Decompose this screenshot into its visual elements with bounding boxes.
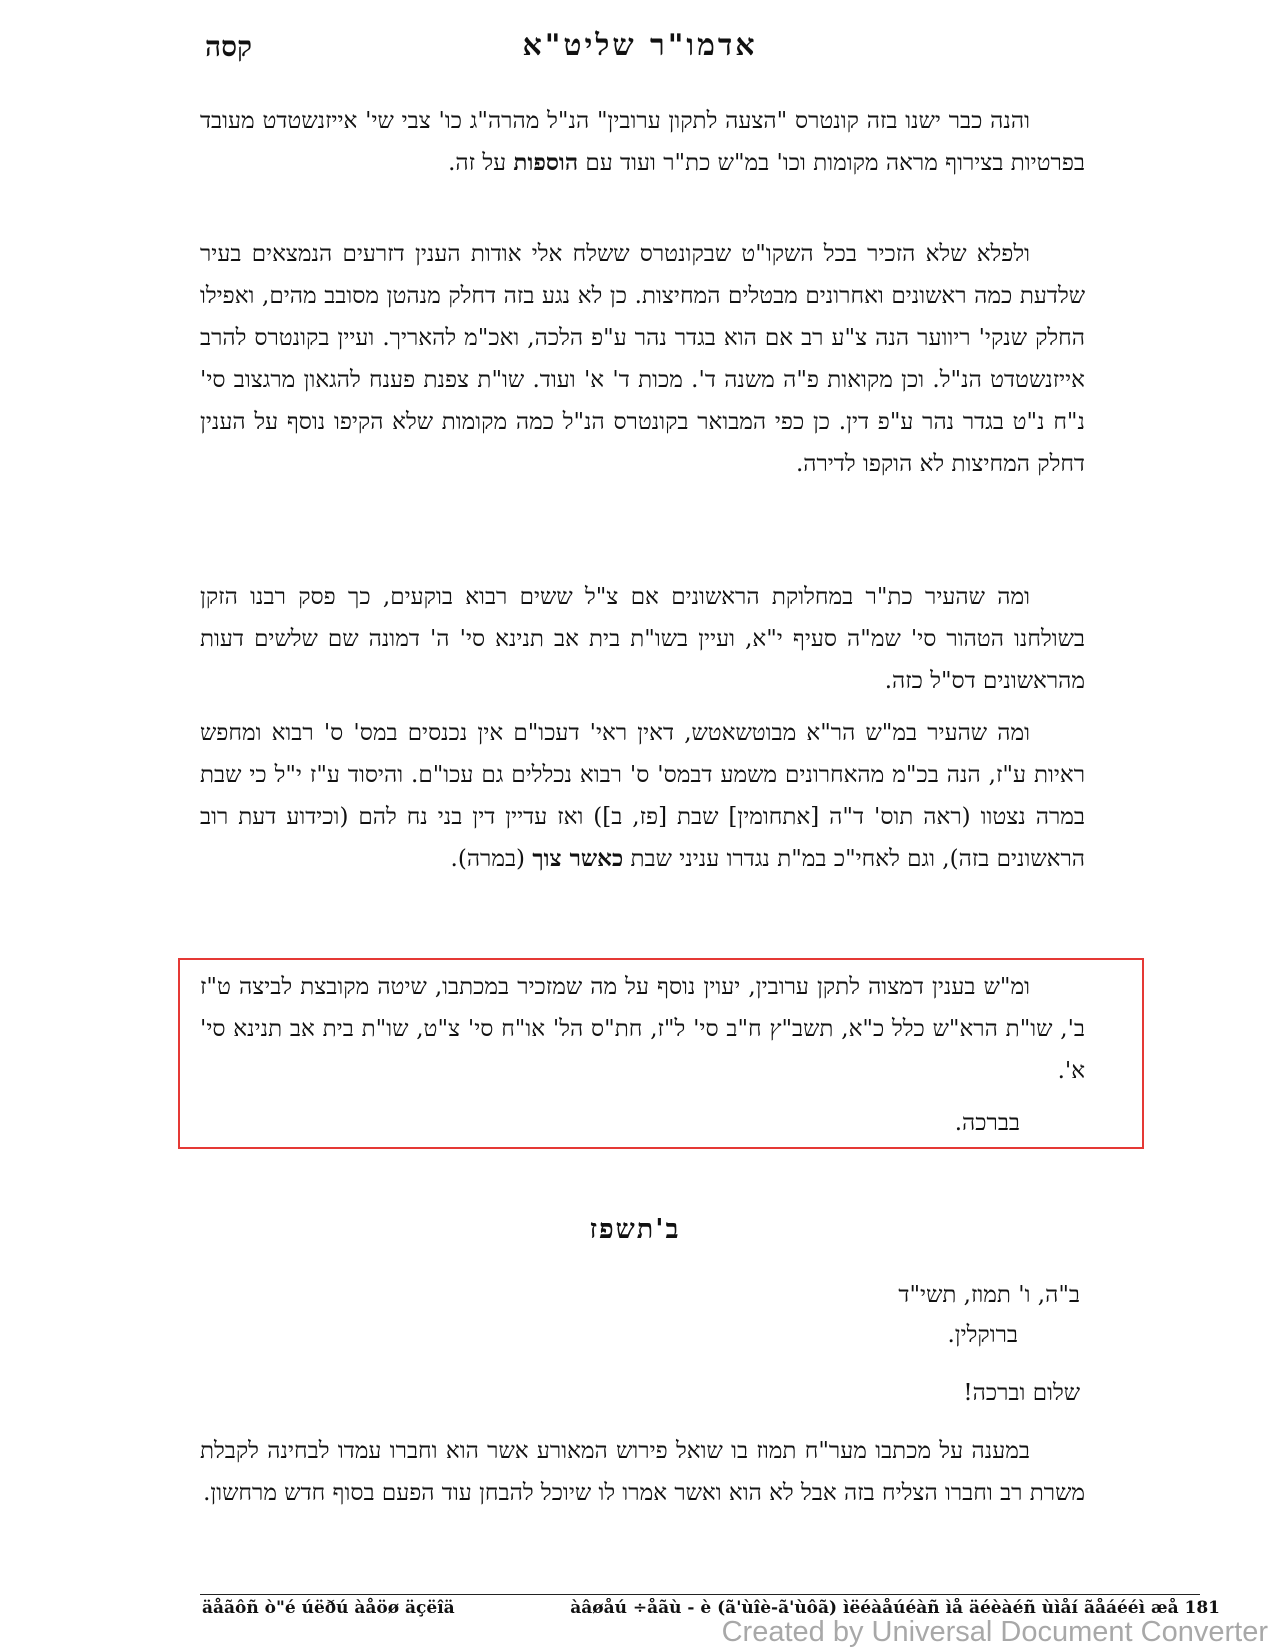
bold-as-commanded: כאשר צוך — [532, 845, 624, 872]
paragraph-4 — [200, 712, 1085, 880]
letter-number-title: ב'תשפז — [589, 1214, 681, 1245]
paragraph-1-tail: על זה. — [448, 150, 507, 176]
paragraph-3: ומה שהעיר כת"ר במחלוקת הראשונים אם צ"ל ששים רבוא בוקעים, כך פסק רבנו הזקן בשולחנו הטהור סי' שמ"ה סעיף י"א, ועיין בשו"ת בית אב תנינא סי' ה' דמונה שם שלשים דעות מהראשונים דס"ל כזה. — [200, 584, 1085, 694]
footer-rule — [200, 1594, 1200, 1595]
letter-place: ברוקלין. — [947, 1322, 1018, 1348]
letter-greeting: שלום וברכה! — [963, 1380, 1080, 1406]
paragraph-4-tail: (במרה). — [450, 846, 526, 872]
watermark-text: Created by Universal Document Converter — [721, 1616, 1268, 1648]
paragraph-2: ולפלא שלא הזכיר בכל השקו"ט שבקונטרס ששלח אלי אודות הענין דזרעים הנמצאים בעיר שלדעת כמה ראשונים ואחרונים מבטלים המחיצות. כן לא נגע בזה דחלק מנהטן מסובב מהים, ואפילו החלק שנקי' ריווער הנה צ"ע רב אם הוא בגדר נהר ע"פ הלכה, ואכ"מ להאריך. ועיין בקונטרס להרב אייזנשטדט הנ"ל. וכן מקואות פ"ה משנה ד'. מכות ד' א' ועוד. שו"ת צפנת פענח להגאון מרגצוב סי' נ"ח נ"ט בגדר נהר ע"פ דין. כן כפי המבואר בקונטרס הנ"ל כמה מקומות שלא הקיפו נוסף על הענין דחלק המחיצות לא הוקפו לדירה. — [200, 241, 1085, 477]
letter-date: ב"ה, ו' תמוז, תשי"ד — [898, 1282, 1080, 1308]
blessing-signoff: בברכה. — [954, 1110, 1020, 1136]
paragraph-1-text: והנה כבר ישנו בזה קונטרס "הצעה לתקון ערובין" הנ"ל מהרה"ג כו' צבי שי' אייזנשטדט מעובד בפרטיות בצירוף מראה מקומות וכו' במ"ש כת"ר ועוד עם — [200, 108, 1085, 176]
paragraph-5: ומ"ש בענין דמצוה לתקן ערובין, יעוין נוסף על מה שמזכיר במכתבו, שיטה מקובצת לביצה ט"ז ב', שו"ת הרא"ש כלל כ"א, תשב"ץ ח"ב סי' ל"ז, חת"ס הל' או"ח סי' צ"ט, שו"ת בית אב תנינא סי' א'. — [200, 974, 1085, 1084]
letter-body: במענה על מכתבו מער"ח תמוז בו שואל פירוש המאורע אשר הוא וחברו עמדו לבחינה לקבלת משרת רב וחברו הצליח בזה אבל לא הוא ואשר אמרו לו שיוכל להבחן עוד הפעם בסוף חדש מרחשון. — [200, 1438, 1085, 1506]
paragraph-1 — [200, 100, 1085, 184]
page-number: קסה — [205, 30, 253, 63]
footer-publisher: äåãôñ ò"é úëðú àåöø äçëîä — [202, 1598, 455, 1618]
footer-source: àâøåú ÷åãù - è (ã'ùîè-ã'ùôã) ìëéàåúéàñ ìå äéèàéñ ùìåí ãåáééì æå 181 — [570, 1598, 1220, 1618]
running-header-title: אדמו"ר שליט"א — [522, 28, 758, 63]
paragraph-4-text: ומה שהעיר במ"ש הר"א מבוטשאטש, דאין ראי' דעכו"ם אין נכנסים במס' ס' רבוא ומחפש ראיות ע"ז, הנה בכ"מ מהאחרונים משמע דבמס' ס' רבוא נכללים גם עכו"ם. והיסוד ע"ז י"ל כי שבת במרה נצטוו (ראה תוס' ד"ה [אתחומין] שבת [פז, ב]) ואז עדיין דין בני נח להם (וכידוע דעת רוב הראשונים בזה), וגם לאחי"כ במ"ת נגדרו עניני שבת — [200, 720, 1085, 872]
bold-additions: הוספות — [513, 149, 579, 176]
